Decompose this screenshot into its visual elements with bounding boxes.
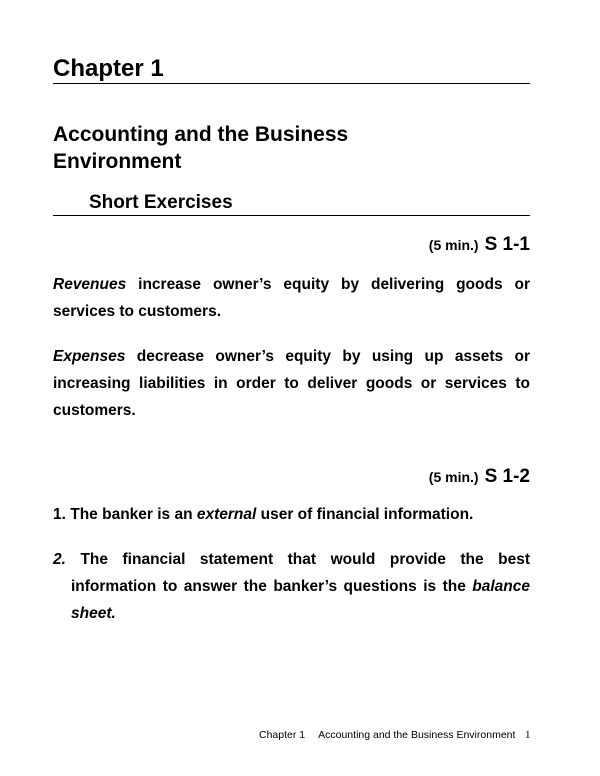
footer-chapter: Chapter 1 bbox=[259, 729, 306, 741]
exercise-time: (5 min.) bbox=[428, 469, 479, 485]
item-text: The banker is an bbox=[65, 506, 197, 523]
item-text-end: user of financial information. bbox=[256, 506, 474, 523]
item-number: 1. bbox=[53, 506, 66, 523]
exercise-time: (5 min.) bbox=[428, 237, 479, 253]
page-footer bbox=[259, 729, 528, 741]
revenues-text: increase owner’s equity by delivering goods or services to customers. bbox=[53, 276, 530, 320]
section-divider bbox=[53, 215, 530, 216]
exercise-code: S 1-2 bbox=[484, 466, 530, 487]
item-emphasis: external bbox=[196, 506, 257, 523]
exercise-header-s1-1 bbox=[429, 234, 530, 256]
item-emphasis: balance sheet. bbox=[71, 578, 530, 622]
revenues-paragraph bbox=[53, 271, 530, 325]
footer-title: Accounting and the Business Environment bbox=[318, 729, 516, 741]
exercise-header-s1-2 bbox=[429, 466, 530, 488]
answer-item-1 bbox=[53, 501, 530, 528]
chapter-title: Accounting and the Business Environment bbox=[53, 123, 349, 173]
item-number: 2. bbox=[53, 551, 66, 568]
chapter-divider bbox=[53, 83, 530, 84]
answer-item-2 bbox=[53, 546, 530, 627]
page-number: 1 bbox=[525, 729, 531, 741]
term-expenses: Expenses bbox=[53, 348, 126, 365]
chapter-heading: Chapter 1 bbox=[53, 55, 164, 82]
item-text: The financial statement that would provide the best information to answer the banker’s questions is the bbox=[65, 551, 530, 595]
expenses-paragraph bbox=[53, 343, 530, 424]
expenses-text: decrease owner’s equity by using up assets or increasing liabilities in order to deliver goods or services to customers. bbox=[53, 348, 530, 419]
section-title: Short Exercises bbox=[89, 192, 233, 213]
exercise-code: S 1-1 bbox=[484, 234, 530, 255]
term-revenues: Revenues bbox=[53, 276, 127, 293]
